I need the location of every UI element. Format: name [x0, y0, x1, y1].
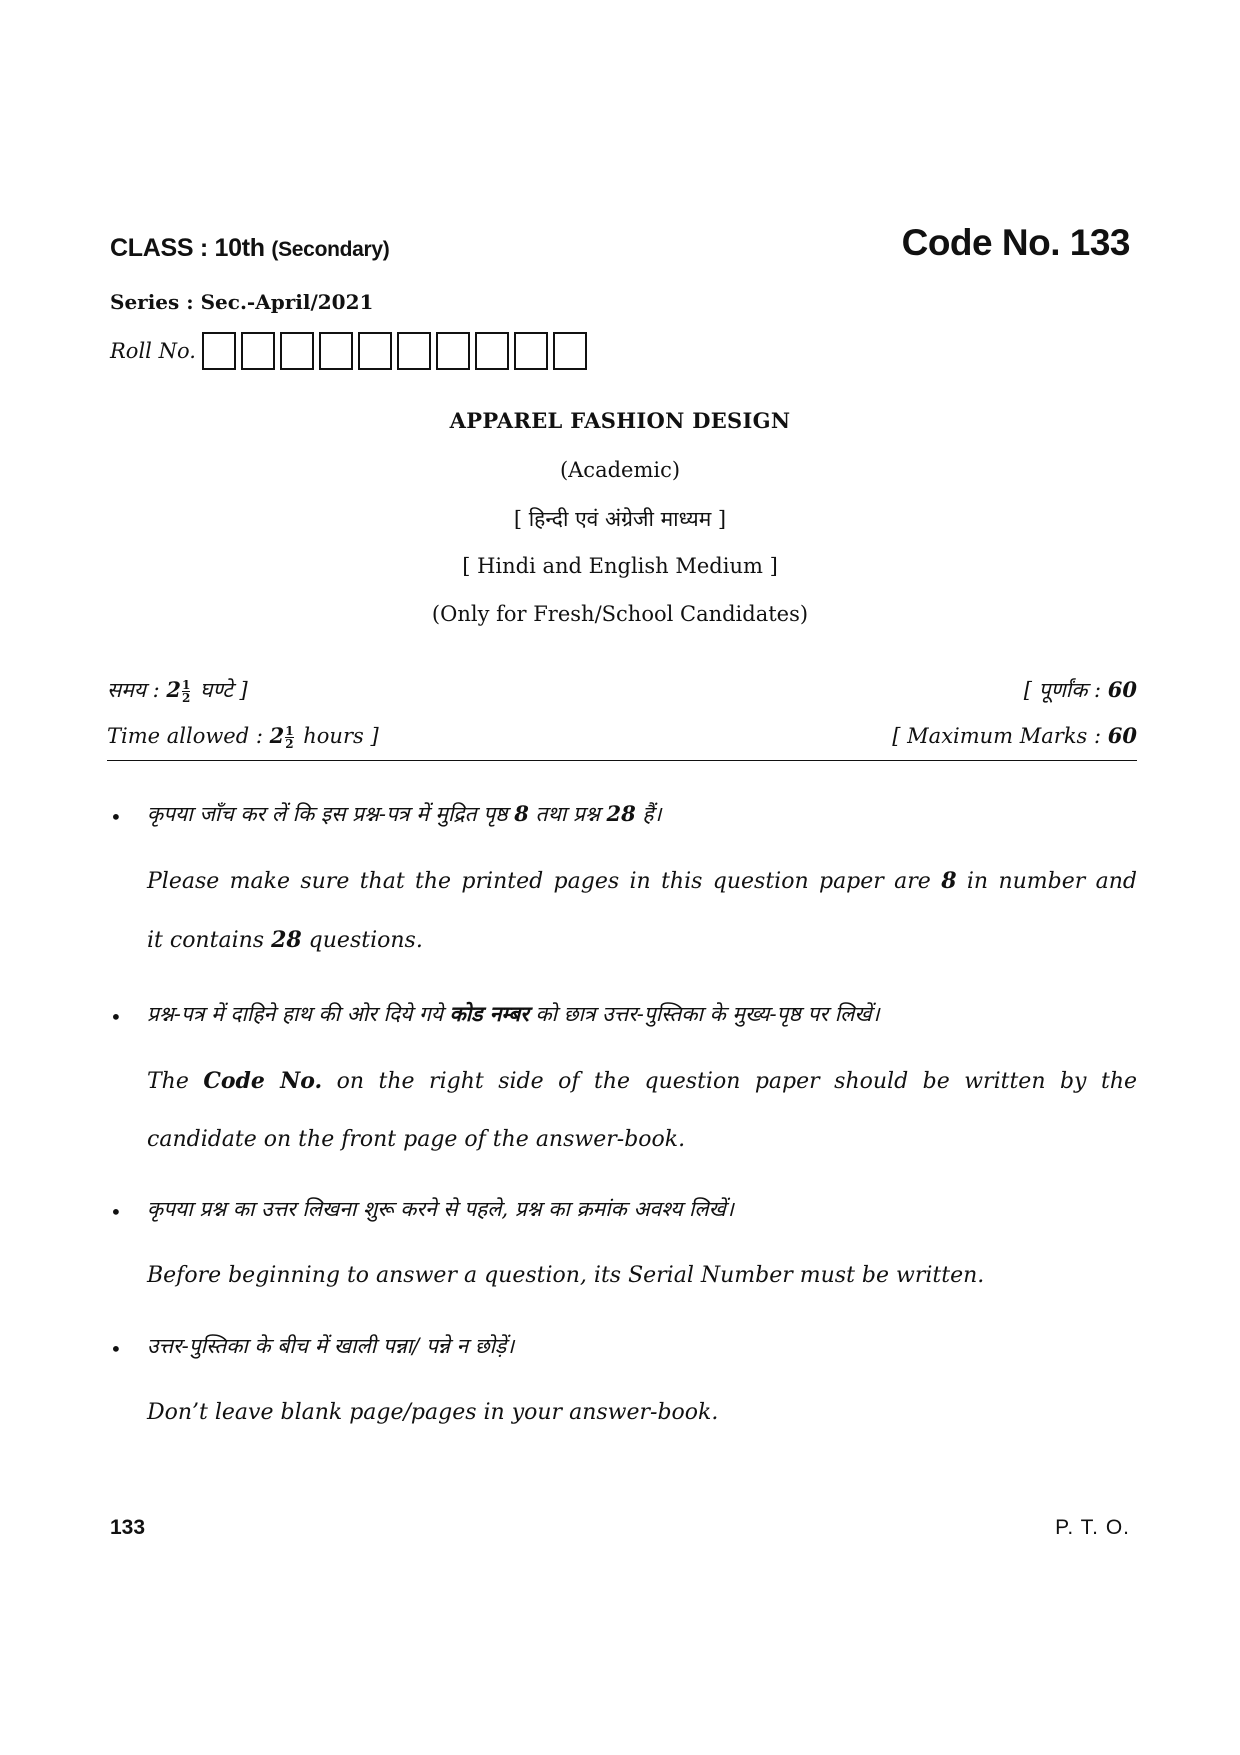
roll-number-row	[110, 332, 592, 370]
roll-box[interactable]	[553, 332, 587, 370]
instruction-1-hindi	[147, 800, 662, 828]
time-fraction	[285, 725, 293, 750]
medium-hindi: [ हिन्दी एवं अंग्रेजी माध्यम ]	[513, 507, 727, 531]
text: The	[147, 1069, 204, 1094]
time-hindi-unit: घण्टे ]	[193, 678, 248, 702]
marks-value: 60	[1107, 723, 1137, 748]
roll-label: Roll No.	[110, 339, 196, 363]
text: हैं।	[635, 802, 662, 826]
time-hindi	[107, 676, 248, 704]
marks-english	[892, 723, 1137, 750]
footer-code: 133	[110, 1516, 146, 1539]
roll-box[interactable]	[202, 332, 236, 370]
candidates-note: (Only for Fresh/School Candidates)	[431, 602, 809, 626]
roll-number-boxes	[202, 332, 592, 370]
roll-box[interactable]	[397, 332, 431, 370]
text: कोड नम्बर	[449, 1001, 529, 1026]
text: 28	[271, 927, 302, 953]
bullet-icon: •	[110, 1200, 122, 1224]
frac-num: 1	[285, 724, 294, 738]
roll-box[interactable]	[280, 332, 314, 370]
instruction-2-english-line-1	[147, 1068, 1137, 1094]
instruction-2-hindi	[147, 1000, 880, 1028]
instruction-1-english-line-2	[147, 927, 1137, 953]
time-row-english	[107, 723, 1137, 750]
subject-title: APPAREL FASHION DESIGN	[449, 408, 791, 433]
roll-box[interactable]	[241, 332, 275, 370]
roll-box[interactable]	[436, 332, 470, 370]
instruction-3-english: Before beginning to answer a question, its Serial Number must be written.	[147, 1263, 985, 1288]
instruction-4-english: Don’t leave blank page/pages in your answer-book.	[147, 1400, 719, 1425]
instruction-1-english-line-1	[147, 868, 1137, 894]
instruction-2-english-line-2: candidate on the front page of the answer-book.	[147, 1127, 686, 1152]
time-hindi-whole: 2	[166, 677, 181, 702]
time-hindi-label: समय :	[107, 678, 167, 702]
roll-box[interactable]	[358, 332, 392, 370]
text: 28	[606, 801, 636, 826]
frac-den: 2	[285, 737, 294, 751]
time-english-unit: hours ]	[296, 724, 379, 748]
series-label: Series : Sec.-April/2021	[110, 290, 374, 314]
instruction-4-hindi: उत्तर-पुस्तिका के बीच में खाली पन्ना/ पन्ने न छोड़ें।	[147, 1334, 515, 1358]
divider	[107, 760, 1137, 761]
text: तथा प्रश्न	[528, 802, 607, 826]
marks-hindi-label: [ पूर्णांक :	[1023, 678, 1108, 702]
class-sub-text: (Secondary)	[271, 238, 390, 261]
bullet-icon: •	[110, 1005, 122, 1029]
text: questions.	[301, 928, 423, 953]
time-fraction	[182, 679, 190, 704]
time-english-whole: 2	[269, 723, 285, 748]
text: कृपया जाँच कर लें कि इस प्रश्न-पत्र में मुद्रित पृष्ठ	[147, 802, 515, 826]
time-english	[107, 723, 379, 750]
marks-hindi	[1024, 676, 1137, 704]
text: Please make sure that the printed pages in this question paper are	[147, 869, 942, 894]
time-row-hindi	[107, 676, 1137, 704]
frac-den: 2	[182, 691, 191, 705]
instruction-3-hindi: कृपया प्रश्न का उत्तर लिखना शुरू करने से पहले, प्रश्न का क्रमांक अवश्य लिखें।	[147, 1197, 734, 1221]
text: on the right side of the question paper should be written by the	[322, 1069, 1138, 1094]
class-text: CLASS : 10th	[110, 234, 265, 262]
frac-num: 1	[182, 678, 191, 692]
text: 8	[514, 801, 529, 826]
marks-value: 60	[1107, 677, 1137, 702]
bullet-icon: •	[110, 805, 122, 829]
text: it contains	[147, 928, 272, 953]
code-number: Code No. 133	[901, 222, 1130, 263]
text: 8	[941, 868, 957, 894]
roll-box[interactable]	[319, 332, 353, 370]
text: प्रश्न-पत्र में दाहिने हाथ की ओर दिये गये	[147, 1002, 450, 1026]
text: Code No.	[203, 1068, 323, 1094]
exam-type: (Academic)	[559, 458, 681, 482]
roll-box[interactable]	[475, 332, 509, 370]
time-english-label: Time allowed :	[107, 724, 270, 748]
footer-pto: P. T. O.	[1055, 1516, 1130, 1539]
text: in number and	[956, 869, 1138, 894]
roll-box[interactable]	[514, 332, 548, 370]
class-label	[110, 234, 389, 263]
bullet-icon: •	[110, 1337, 122, 1361]
text: को छात्र उत्तर-पुस्तिका के मुख्य-पृष्ठ पर लिखें।	[528, 1002, 880, 1026]
medium-english: [ Hindi and English Medium ]	[462, 554, 778, 578]
marks-english-label: [ Maximum Marks :	[892, 724, 1108, 748]
